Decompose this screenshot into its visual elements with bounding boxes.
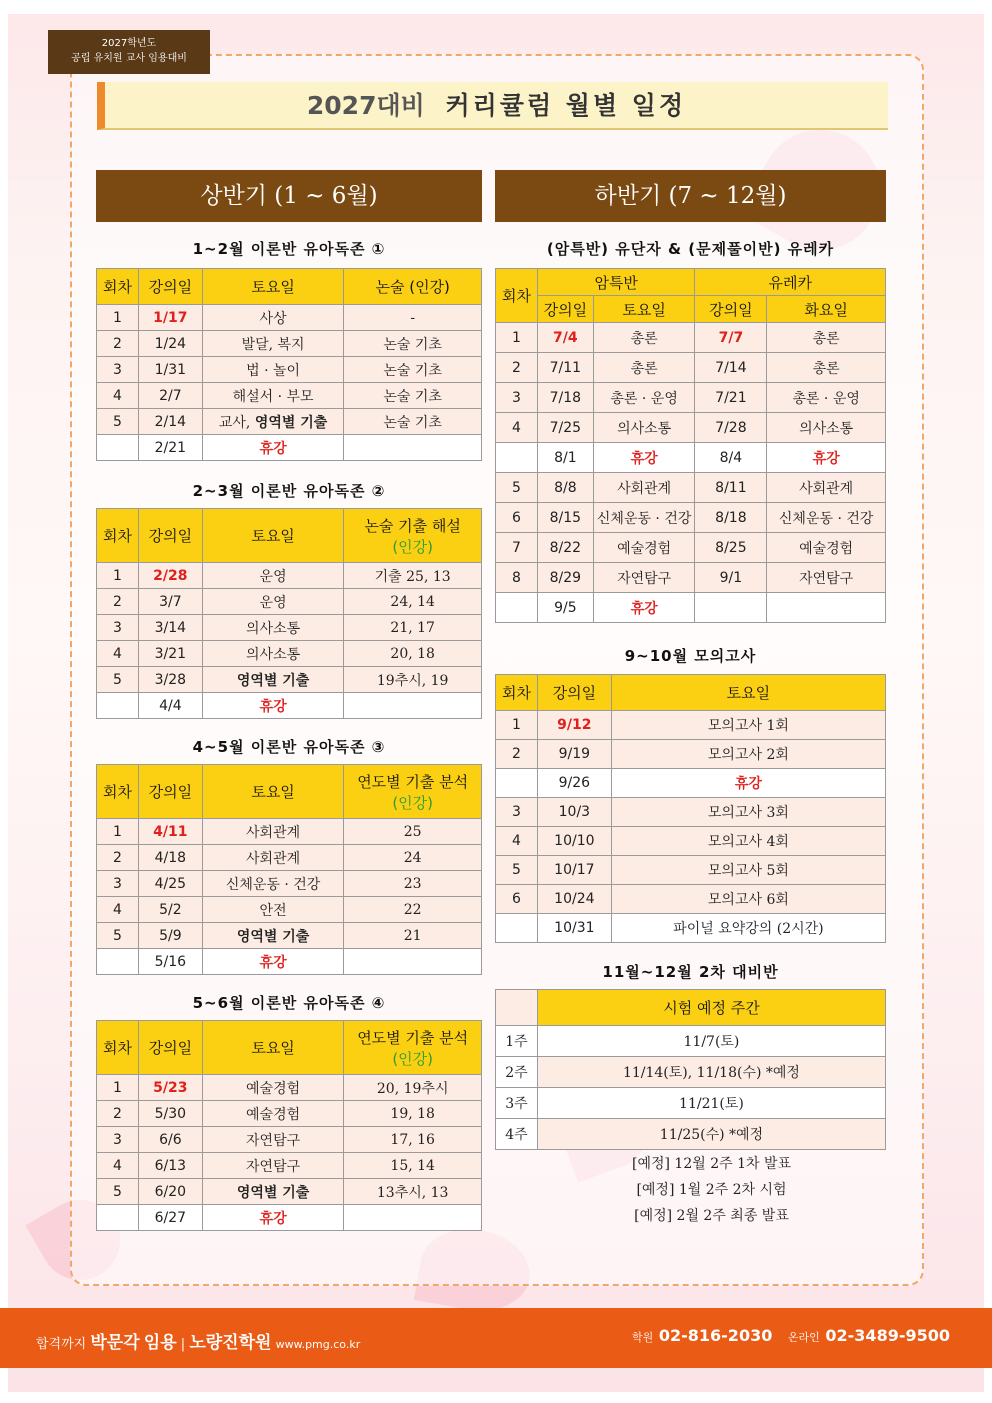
table-row: 10/31 파이널 요약강의 (2시간): [496, 914, 886, 943]
year-tag: [48, 30, 210, 74]
schedule-table-s3: 회차 강의일 토요일 연도별 기출 분석 (인강) 1 4/11 사회관계 25 2 4/18 사회관계 24 3 4/25 신체운동 · 건강 23 4 5/2 안전 22 5 5/9 영역별 기출 21 5/16 휴강: [96, 764, 482, 975]
table-row: 3 7/18 총론 · 운영 7/21 총론 · 운영: [496, 383, 886, 413]
table-row: 1 2/28 운영 기출 25, 13: [97, 563, 482, 589]
table-row: 5/16 휴강: [97, 949, 482, 975]
footer-url[interactable]: www.pmg.co.kr: [275, 1338, 361, 1351]
footer-bar: [0, 1308, 992, 1368]
title-part2: 커리큘럼 월별 일정: [445, 91, 687, 120]
table-row: 6 10/24 모의고사 6회: [496, 885, 886, 914]
section-title-s7: 11월~12월 2차 대비반: [602, 963, 779, 981]
table-row: 4 3/21 의사소통 20, 18: [97, 641, 482, 667]
footer-phones: 학원 02-816-2030 온라인 02-3489-9500: [632, 1326, 950, 1345]
tag-line2: 공립 유치원 교사 임용대비: [71, 53, 187, 64]
schedule-table-s5: 회차 암특반 유레카 강의일 토요일 강의일 화요일 1 7/4 총론 7/7 총론 2 7/11 총론 7/14 총론 3 7/18 총론 · 운영 7/21 총론 · 운영 4 7/25 의사소통 7/28 의사소통 8/1 휴강 8/4 휴강 5 8/8 사회관계 8/11 사회관계 6 8/15 신체운동 · 건강 8/18 신체운동 · 건강 7 8/22 예술경험 8/25 예술경험 8 8/29 자연탐구 9/1 자연탐구 9/5 휴강: [495, 268, 886, 623]
table-row: 2 3/7 운영 24, 14: [97, 589, 482, 615]
note-line: [예정] 12월 2주 1차 발표: [631, 1156, 792, 1172]
table-row: 2 9/19 모의고사 2회: [496, 740, 886, 769]
table-row: 5 8/8 사회관계 8/11 사회관계: [496, 473, 886, 503]
table-row: 2 1/24 발달, 복지 논술 기초: [97, 331, 482, 357]
table-row: 5 2/14 교사, 영역별 기출 논술 기초: [97, 409, 482, 435]
section-title-s3: 4~5월 이론반 유아독존 ③: [192, 738, 386, 756]
table-row: 8 8/29 자연탐구 9/1 자연탐구: [496, 563, 886, 593]
table-row: 5 5/9 영역별 기출 21: [97, 923, 482, 949]
col-header: 강의일: [138, 269, 202, 305]
table-row: 9/26 휴강: [496, 769, 886, 798]
table-row: 1 5/23 예술경험 20, 19추시: [97, 1075, 482, 1101]
table-row: 1 7/4 총론 7/7 총론: [496, 323, 886, 353]
table-row: 4 5/2 안전 22: [97, 897, 482, 923]
table-row: 5 6/20 영역별 기출 13추시, 13: [97, 1179, 482, 1205]
schedule-table-s1: [96, 268, 482, 461]
table-row: 6/27 휴강: [97, 1205, 482, 1231]
section-title-s1: 1~2월 이론반 유아독존 ①: [192, 240, 386, 258]
tag-line1: 2027학년도: [101, 38, 157, 49]
table-row: 4 10/10 모의고사 4회: [496, 827, 886, 856]
second-half-header: 하반기 (7 ~ 12월): [495, 170, 886, 222]
table-row: 2 5/30 예술경험 19, 18: [97, 1101, 482, 1127]
footer-brand: 합격까지 박문각 임용 | 노량진학원 www.pmg.co.kr: [36, 1333, 361, 1353]
table-row: 9/5 휴강: [496, 593, 886, 623]
table-row: 8/1 휴강 8/4 휴강: [496, 443, 886, 473]
exam-notes: [537, 1151, 886, 1229]
table-row: 2 7/11 총론 7/14 총론: [496, 353, 886, 383]
table-row: 3 10/3 모의고사 3회: [496, 798, 886, 827]
col-header: 논술 (인강): [344, 269, 482, 305]
phone-academy[interactable]: 02-816-2030: [658, 1326, 773, 1345]
page-title: [97, 82, 888, 130]
table-row: 4 2/7 해설서 · 부모 논술 기초: [97, 383, 482, 409]
col-header: 회차: [97, 269, 139, 305]
title-part1: 2027대비: [306, 91, 425, 120]
table-row: 4 6/13 자연탐구 15, 14: [97, 1153, 482, 1179]
schedule-table-s6: 회차 강의일 토요일 1 9/12 모의고사 1회 2 9/19 모의고사 2회 9/26 휴강 3 10/3 모의고사 3회 4 10/10 모의고사 4회 5 10/17 모의고사 5회 6 10/24 모의고사 6회 10/31 파이널 요약강의 (2시간): [495, 674, 886, 943]
table-row: 3 3/14 의사소통 21, 17: [97, 615, 482, 641]
brand-logo: 박문각: [90, 1333, 140, 1353]
note-line: [예정] 1월 2주 2차 시험: [636, 1182, 787, 1198]
table-row: 5 3/28 영역별 기출 19추시, 19: [97, 667, 482, 693]
first-half-header: 상반기 (1 ~ 6월): [96, 170, 482, 222]
table-row: 2주 11/14(토), 11/18(수) *예정: [496, 1057, 886, 1088]
table-row: 2/21 휴강: [97, 435, 482, 461]
table-row: 3 6/6 자연탐구 17, 16: [97, 1127, 482, 1153]
section-title-s6: 9~10월 모의고사: [624, 647, 757, 665]
schedule-table-s7: 시험 예정 주간 1주 11/7(토) 2주 11/14(토), 11/18(수) *예정 3주 11/21(토) 4주 11/25(수) *예정: [495, 989, 886, 1150]
phone-online[interactable]: 02-3489-9500: [825, 1326, 950, 1345]
note-line: [예정] 2월 2주 최종 발표: [634, 1208, 789, 1224]
schedule-table-s2: 회차 강의일 토요일 논술 기출 해설 (인강) 1 2/28 운영 기출 25, 13 2 3/7 운영 24, 14 3 3/14 의사소통 21, 17 4 3/21 의사소통 20, 18 5 3/28 영역별 기출 19추시, 19 4/4 휴강: [96, 508, 482, 719]
table-row: 3 4/25 신체운동 · 건강 23: [97, 871, 482, 897]
table-row: 5 10/17 모의고사 5회: [496, 856, 886, 885]
schedule-table-s4: 회차 강의일 토요일 연도별 기출 분석 (인강) 1 5/23 예술경험 20, 19추시 2 5/30 예술경험 19, 18 3 6/6 자연탐구 17, 16 4 6/13 자연탐구 15, 14 5 6/20 영역별 기출 13추시, 13 6/27 휴강: [96, 1020, 482, 1231]
section-title-s4: 5~6월 이론반 유아독존 ④: [192, 994, 386, 1012]
table-row: 4주 11/25(수) *예정: [496, 1119, 886, 1150]
table-row: 3주 11/21(토): [496, 1088, 886, 1119]
table-row: 2 4/18 사회관계 24: [97, 845, 482, 871]
table-row: 1 9/12 모의고사 1회: [496, 711, 886, 740]
table-row: 1 1/17 사상 -: [97, 305, 482, 331]
table-row: 1주 11/7(토): [496, 1026, 886, 1057]
table-row: 4 7/25 의사소통 7/28 의사소통: [496, 413, 886, 443]
table-row: 7 8/22 예술경험 8/25 예술경험: [496, 533, 886, 563]
table-row: 6 8/15 신체운동 · 건강 8/18 신체운동 · 건강: [496, 503, 886, 533]
section-title-s2: 2~3월 이론반 유아독존 ②: [192, 482, 386, 500]
table-row: 4/4 휴강: [97, 693, 482, 719]
section-title-s5: (암특반) 유단자 & (문제풀이반) 유레카: [546, 240, 835, 258]
col-header: 토요일: [202, 269, 344, 305]
table-row: 1 4/11 사회관계 25: [97, 819, 482, 845]
table-row: 3 1/31 법 · 놀이 논술 기초: [97, 357, 482, 383]
